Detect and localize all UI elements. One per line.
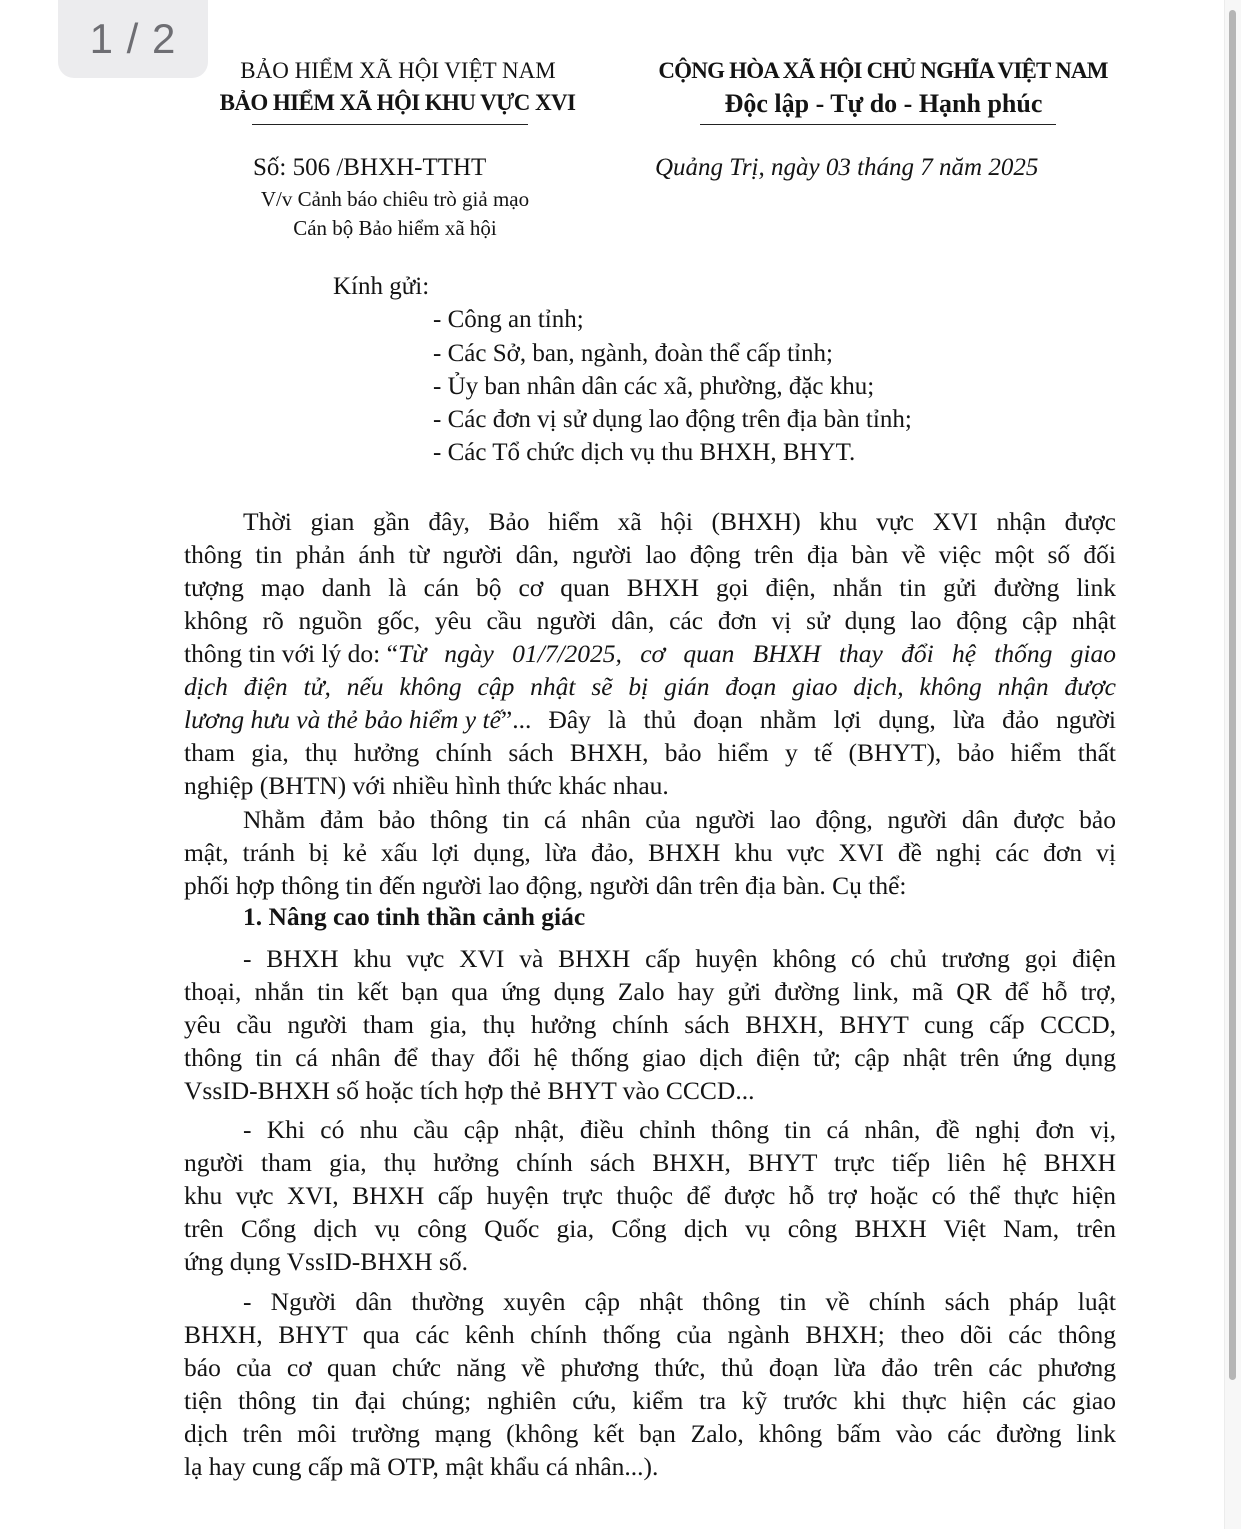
- text-line: mật, tránh bị kẻ xấu lợi dụng, lừa đảo, BHXH khu vực XVI đề nghị các đơn vị: [184, 838, 1116, 867]
- nation-title: CỘNG HÒA XÃ HỘI CHỦ NGHĨA VIỆT NAM: [658, 58, 1108, 83]
- subject-line-1: V/v Cảnh báo chiêu trò giả mạo: [260, 187, 530, 211]
- text-line: người tham gia, thụ hưởng chính sách BHXH, BHYT trực tiếp liên hệ BHXH: [184, 1148, 1116, 1177]
- subject-line-2: Cán bộ Bảo hiểm xã hội: [293, 216, 497, 240]
- recipient-item: - Ủy ban nhân dân các xã, phường, đặc khu;: [433, 373, 875, 400]
- text-fragment: thông tin với lý do: “: [184, 639, 398, 668]
- recipient-item: - Các Sở, ban, ngành, đoàn thể cấp tỉnh;: [433, 340, 833, 367]
- text-line: không rõ nguồn gốc, yêu cầu người dân, các đơn vị sử dụng lao động cập nhật: [184, 606, 1116, 635]
- text-line: lạ hay cung cấp mã OTP, mật khẩu cá nhân...).: [184, 1452, 659, 1481]
- text-line: [184, 637, 1116, 670]
- text-line: tiện thông tin đại chúng; nghiên cứu, kiểm tra kỹ trước khi thực hiện các giao: [184, 1386, 1116, 1415]
- national-motto: Độc lập - Tự do - Hạnh phúc: [724, 89, 1043, 118]
- text-line: - Khi có nhu cầu cập nhật, điều chỉnh thông tin cá nhân, đề nghị đơn vị,: [243, 1115, 1116, 1144]
- recipient-item: - Các Tổ chức dịch vụ thu BHXH, BHYT.: [433, 439, 856, 466]
- text-line: báo của cơ quan chức năng về phương thức, thủ đoạn lừa đảo trên các phương: [184, 1353, 1116, 1382]
- place-date: Quảng Trị, ngày 03 tháng 7 năm 2025: [655, 154, 1039, 181]
- agency-name: BẢO HIỂM XÃ HỘI VIỆT NAM: [240, 58, 556, 83]
- document-number: Số: 506 /BHXH-TTHT: [253, 154, 487, 181]
- quote-text: lương hưu và thẻ bảo hiểm y tế: [184, 705, 501, 734]
- text-line: khu vực XVI, BHXH cấp huyện trực thuộc để được hỗ trợ hoặc có thể thực hiện: [184, 1181, 1116, 1210]
- text-line: phối hợp thông tin đến người lao động, người dân trên địa bàn. Cụ thể:: [184, 871, 907, 900]
- section-heading: 1. Nâng cao tinh thần cảnh giác: [243, 902, 586, 931]
- recipient-item: - Các đơn vị sử dụng lao động trên địa bàn tỉnh;: [433, 406, 912, 433]
- motto-underline: [700, 124, 1056, 125]
- text-line: thông tin cá nhân để thay đổi hệ thống giao dịch điện tử; cập nhật trên ứng dụng: [184, 1043, 1116, 1072]
- salutation: Kính gửi:: [333, 273, 430, 300]
- text-line: yêu cầu người tham gia, thụ hưởng chính sách BHXH, BHYT cung cấp CCCD,: [184, 1010, 1116, 1039]
- text-line: Nhằm đảm bảo thông tin cá nhân của người lao động, người dân được bảo: [243, 805, 1116, 834]
- quote-text: Từ ngày 01/7/2025, cơ quan BHXH thay đổi hệ thống giao: [397, 639, 1116, 668]
- text-fragment: ”... Đây là thủ đoạn nhằm lợi dụng, lừa đảo người: [500, 705, 1116, 734]
- quote-text: dịch điện tử, nếu không cập nhật sẽ bị gián đoạn giao dịch, không nhận được: [184, 672, 1116, 701]
- text-line: ứng dụng VssID-BHXH số.: [184, 1247, 468, 1276]
- text-line: dịch trên môi trường mạng (không kết bạn Zalo, không bấm vào các đường link: [184, 1419, 1116, 1448]
- text-line: nghiệp (BHTN) với nhiều hình thức khác nhau.: [184, 771, 669, 800]
- text-line: - Người dân thường xuyên cập nhật thông tin về chính sách pháp luật: [243, 1287, 1116, 1316]
- scrollbar-track[interactable]: [1224, 0, 1241, 1529]
- text-line: thông tin phản ánh từ người dân, người lao động trên địa bàn về việc một số đối: [184, 540, 1116, 569]
- recipient-item: - Công an tỉnh;: [433, 306, 584, 333]
- scrollbar-thumb[interactable]: [1229, 10, 1236, 1380]
- text-line: Thời gian gần đây, Bảo hiểm xã hội (BHXH) khu vực XVI nhận được: [243, 507, 1116, 536]
- text-line: - BHXH khu vực XVI và BHXH cấp huyện không có chủ trương gọi điện: [243, 944, 1116, 973]
- text-line: VssID-BHXH số hoặc tích hợp thẻ BHYT vào CCCD...: [184, 1076, 755, 1105]
- office-underline: [252, 124, 528, 125]
- page-indicator: 1 / 2: [58, 0, 208, 78]
- text-line: tham gia, thụ hưởng chính sách BHXH, bảo hiểm y tế (BHYT), bảo hiểm thất: [184, 738, 1116, 767]
- text-line: tượng mạo danh là cán bộ cơ quan BHXH gọi điện, nhắn tin gửi đường link: [184, 573, 1116, 602]
- text-line: [184, 703, 1116, 736]
- office-name: BẢO HIỂM XÃ HỘI KHU VỰC XVI: [219, 90, 576, 115]
- text-line: thoại, nhắn tin kết bạn qua ứng dụng Zalo hay gửi đường link, mã QR để hỗ trợ,: [184, 977, 1116, 1006]
- text-line: trên Cổng dịch vụ công Quốc gia, Cổng dịch vụ công BHXH Việt Nam, trên: [184, 1214, 1116, 1243]
- text-line: BHXH, BHYT qua các kênh chính thống của ngành BHXH; theo dõi các thông: [184, 1320, 1116, 1349]
